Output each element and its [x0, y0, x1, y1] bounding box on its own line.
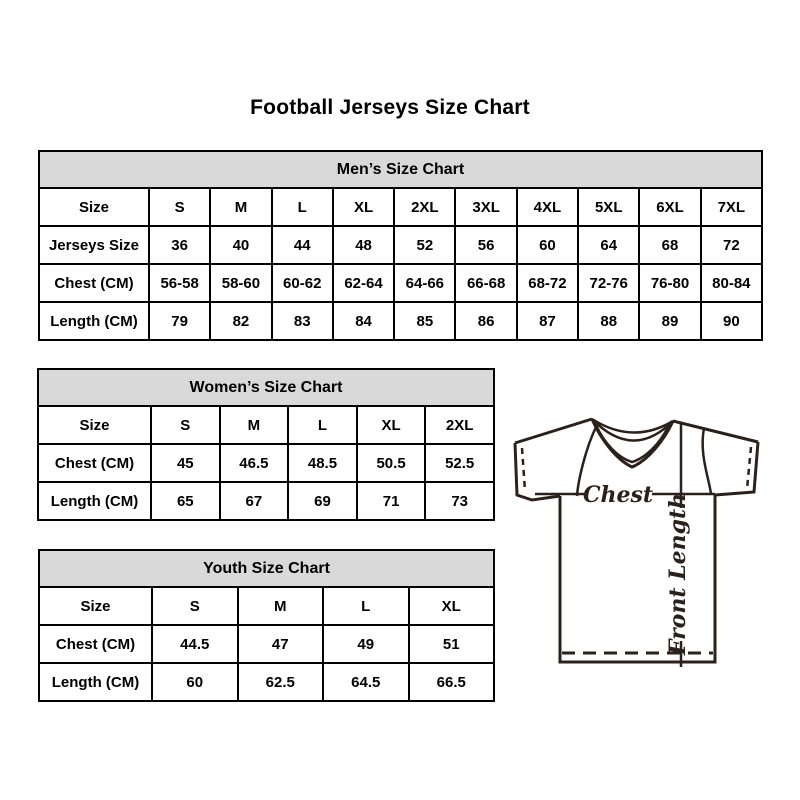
cell-value: 88 — [578, 302, 639, 340]
front-length-measure-line — [665, 422, 691, 667]
cell-value: 36 — [149, 226, 210, 264]
youth-size-table — [38, 549, 495, 702]
cell-value: 48 — [333, 226, 394, 264]
cell-value: 56-58 — [149, 264, 210, 302]
cell-value: 64 — [578, 226, 639, 264]
cell-value: 87 — [517, 302, 578, 340]
table-header-row — [39, 151, 762, 188]
cell-value: 56 — [455, 226, 516, 264]
left-cuff-dashes — [522, 448, 525, 491]
cell-value: 49 — [323, 625, 409, 663]
table-row — [39, 663, 494, 701]
table-row — [38, 444, 494, 482]
cell-value: 73 — [425, 482, 494, 520]
cell-value: M — [238, 587, 324, 625]
stitch-dashes — [522, 447, 751, 653]
cell-value: 60 — [152, 663, 238, 701]
cell-value: L — [288, 406, 357, 444]
row-label: Chest (CM) — [39, 264, 149, 302]
table-row — [39, 302, 762, 340]
cell-value: 58-60 — [210, 264, 271, 302]
mens-size-table — [38, 150, 763, 341]
table-title: Women’s Size Chart — [38, 369, 494, 406]
cell-value: 62.5 — [238, 663, 324, 701]
cell-value: 60-62 — [272, 264, 333, 302]
cell-value: S — [151, 406, 220, 444]
row-label: Size — [39, 188, 149, 226]
cell-value: XL — [409, 587, 495, 625]
cell-value: 86 — [455, 302, 516, 340]
cell-value: 40 — [210, 226, 271, 264]
table-row — [39, 625, 494, 663]
table-row — [39, 587, 494, 625]
table-row — [39, 226, 762, 264]
cell-value: 82 — [210, 302, 271, 340]
cell-value: 72-76 — [578, 264, 639, 302]
front-length-label: Front Length — [665, 492, 691, 656]
cell-value: XL — [357, 406, 426, 444]
row-label: Chest (CM) — [38, 444, 151, 482]
cell-value: M — [210, 188, 271, 226]
row-label: Length (CM) — [39, 663, 152, 701]
womens-size-table — [37, 368, 495, 521]
cell-value: 89 — [639, 302, 700, 340]
cell-value: 60 — [517, 226, 578, 264]
cell-value: 7XL — [701, 188, 762, 226]
cell-value: XL — [333, 188, 394, 226]
right-cuff-dashes — [747, 447, 751, 489]
row-label: Length (CM) — [38, 482, 151, 520]
cell-value: 45 — [151, 444, 220, 482]
cell-value: 4XL — [517, 188, 578, 226]
cell-value: S — [149, 188, 210, 226]
row-label: Length (CM) — [39, 302, 149, 340]
jersey-outline — [515, 419, 758, 662]
cell-value: L — [323, 587, 409, 625]
cell-value: M — [220, 406, 289, 444]
cell-value: L — [272, 188, 333, 226]
cell-value: 68 — [639, 226, 700, 264]
cell-value: 44.5 — [152, 625, 238, 663]
cell-value: 69 — [288, 482, 357, 520]
table-row — [38, 482, 494, 520]
cell-value: 66.5 — [409, 663, 495, 701]
cell-value: 51 — [409, 625, 495, 663]
cell-value: 66-68 — [455, 264, 516, 302]
cell-value: 62-64 — [333, 264, 394, 302]
cell-value: 2XL — [425, 406, 494, 444]
cell-value: 48.5 — [288, 444, 357, 482]
cell-value: 83 — [272, 302, 333, 340]
cell-value: 47 — [238, 625, 324, 663]
cell-value: 64.5 — [323, 663, 409, 701]
cell-value: 3XL — [455, 188, 516, 226]
cell-value: 71 — [357, 482, 426, 520]
table-title: Youth Size Chart — [39, 550, 494, 587]
cell-value: 85 — [394, 302, 455, 340]
right-sleeve-seam — [703, 428, 711, 494]
row-label: Size — [38, 406, 151, 444]
cell-value: 84 — [333, 302, 394, 340]
cell-value: 65 — [151, 482, 220, 520]
cell-value: 6XL — [639, 188, 700, 226]
cell-value: 2XL — [394, 188, 455, 226]
row-label: Jerseys Size — [39, 226, 149, 264]
cell-value: 46.5 — [220, 444, 289, 482]
jersey-measurement-diagram — [505, 414, 767, 672]
cell-value: 76-80 — [639, 264, 700, 302]
row-label: Size — [39, 587, 152, 625]
cell-value: 44 — [272, 226, 333, 264]
chest-label: Chest — [582, 482, 654, 508]
row-label: Chest (CM) — [39, 625, 152, 663]
cell-value: 90 — [701, 302, 762, 340]
cell-value: 68-72 — [517, 264, 578, 302]
cell-value: 52 — [394, 226, 455, 264]
cell-value: 67 — [220, 482, 289, 520]
vneck-collar — [592, 419, 673, 467]
cell-value: 72 — [701, 226, 762, 264]
cell-value: 5XL — [578, 188, 639, 226]
page-title: Football Jerseys Size Chart — [250, 96, 530, 119]
table-header-row — [39, 550, 494, 587]
cell-value: 52.5 — [425, 444, 494, 482]
table-header-row — [38, 369, 494, 406]
table-row — [38, 406, 494, 444]
cell-value: 50.5 — [357, 444, 426, 482]
cell-value: 64-66 — [394, 264, 455, 302]
cell-value: S — [152, 587, 238, 625]
table-title: Men’s Size Chart — [39, 151, 762, 188]
table-row — [39, 264, 762, 302]
table-row — [39, 188, 762, 226]
cell-value: 80-84 — [701, 264, 762, 302]
cell-value: 79 — [149, 302, 210, 340]
